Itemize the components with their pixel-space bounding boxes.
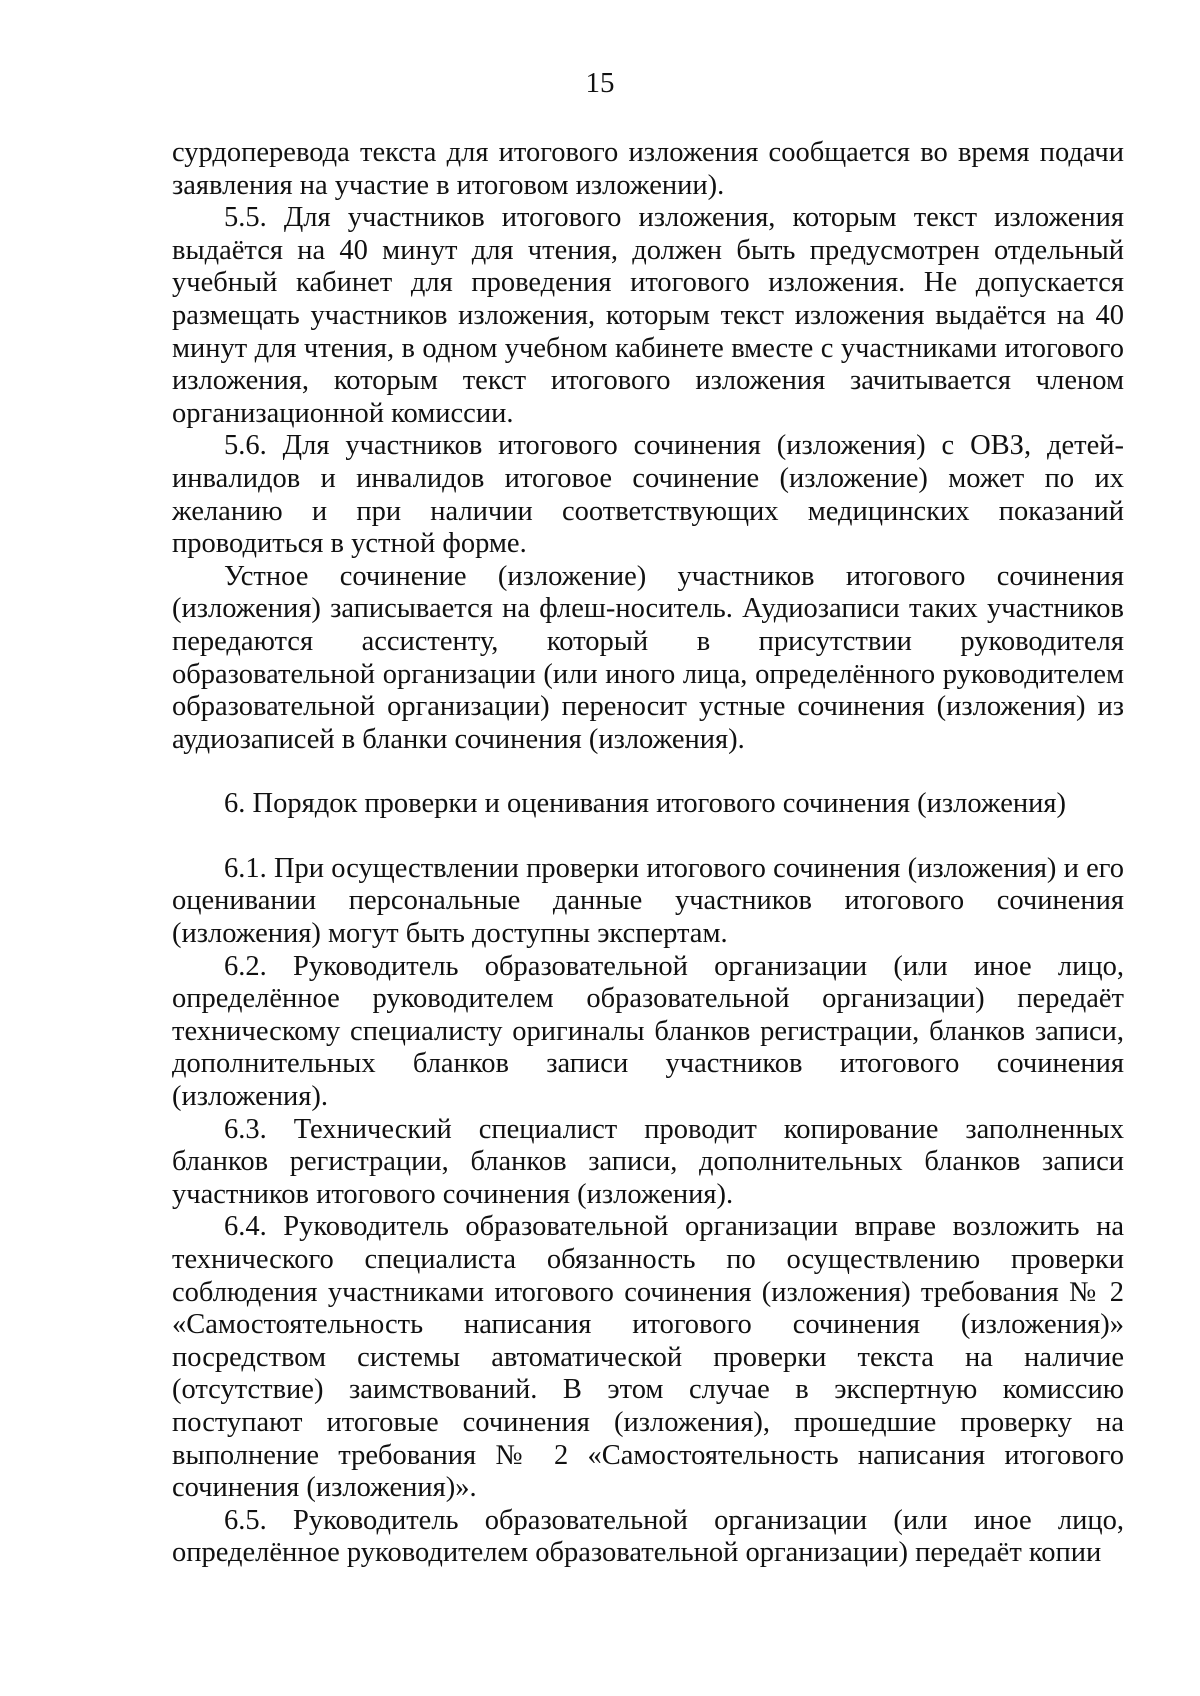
paragraph-6-4: 6.4. Руководитель образовательной организации вправе возложить на технического специалиста обязанность по осуществлению проверки соблюдения участниками итогового сочинения (изложения) требования № 2 «Самостоятельность написания итогового сочинения (изложения)» посредством системы автоматической проверки текста на наличие (отсутствие) заимствований. В этом случае в экспертную комиссию поступают итоговые сочинения (изложения), прошедшие проверку на выполнение требования № 2 «Самостоятельность написания итогового сочинения (изложения)».	[172, 1211, 1124, 1504]
paragraph-5-5: 5.5. Для участников итогового изложения, которым текст изложения выдаётся на 40 минут для чтения, должен быть предусмотрен отдельный учебный кабинет для проведения итогового изложения. Не допускается размещать участников изложения, которым текст изложения выдаётся на 40 минут для чтения, в одном учебном кабинете вместе с участниками итогового изложения, которым текст итогового изложения зачитывается членом организационной комиссии.	[172, 202, 1124, 429]
paragraph-continuation: сурдоперевода текста для итогового изложения сообщается во время подачи заявления на участие в итоговом изложении).	[172, 137, 1124, 201]
paragraph-6-2: 6.2. Руководитель образовательной организации (или иное лицо, определённое руководителем образовательной организации) передаёт техническому специалисту оригиналы бланков регистрации, бланков записи, дополнительных бланков записи участников итогового сочинения (изложения).	[172, 950, 1124, 1113]
paragraph-5-6: 5.6. Для участников итогового сочинения (изложения) с ОВЗ, детей-инвалидов и инвалидов итоговое сочинение (изложение) может по их желанию и при наличии соответствующих медицинских показаний проводиться в устной форме.	[172, 430, 1124, 560]
paragraph-6-1: 6.1. При осуществлении проверки итогового сочинения (изложения) и его оценивании персональные данные участников итогового сочинения (изложения) могут быть доступны экспертам.	[172, 852, 1124, 950]
paragraph-oral-essay: Устное сочинение (изложение) участников итогового сочинения (изложения) записывается на флеш-носитель. Аудиозаписи таких участников передаются ассистенту, который в присутствии руководителя образовательной организации (или иного лица, определённого руководителем образовательной организации) переносит устные сочинения (изложения) из аудиозаписей в бланки сочинения (изложения).	[172, 560, 1124, 755]
paragraph-6-5: 6.5. Руководитель образовательной организации (или иное лицо, определённое руководителем образовательной организации) передаёт копии	[172, 1504, 1124, 1569]
section-6-heading: 6. Порядок проверки и оценивания итогового сочинения (изложения)	[224, 788, 1066, 820]
paragraph-6-3: 6.3. Технический специалист проводит копирование заполненных бланков регистрации, бланков записи, дополнительных бланков записи участников итогового сочинения (изложения).	[172, 1113, 1124, 1210]
page-number: 15	[585, 67, 615, 99]
document-body	[172, 137, 1124, 1570]
